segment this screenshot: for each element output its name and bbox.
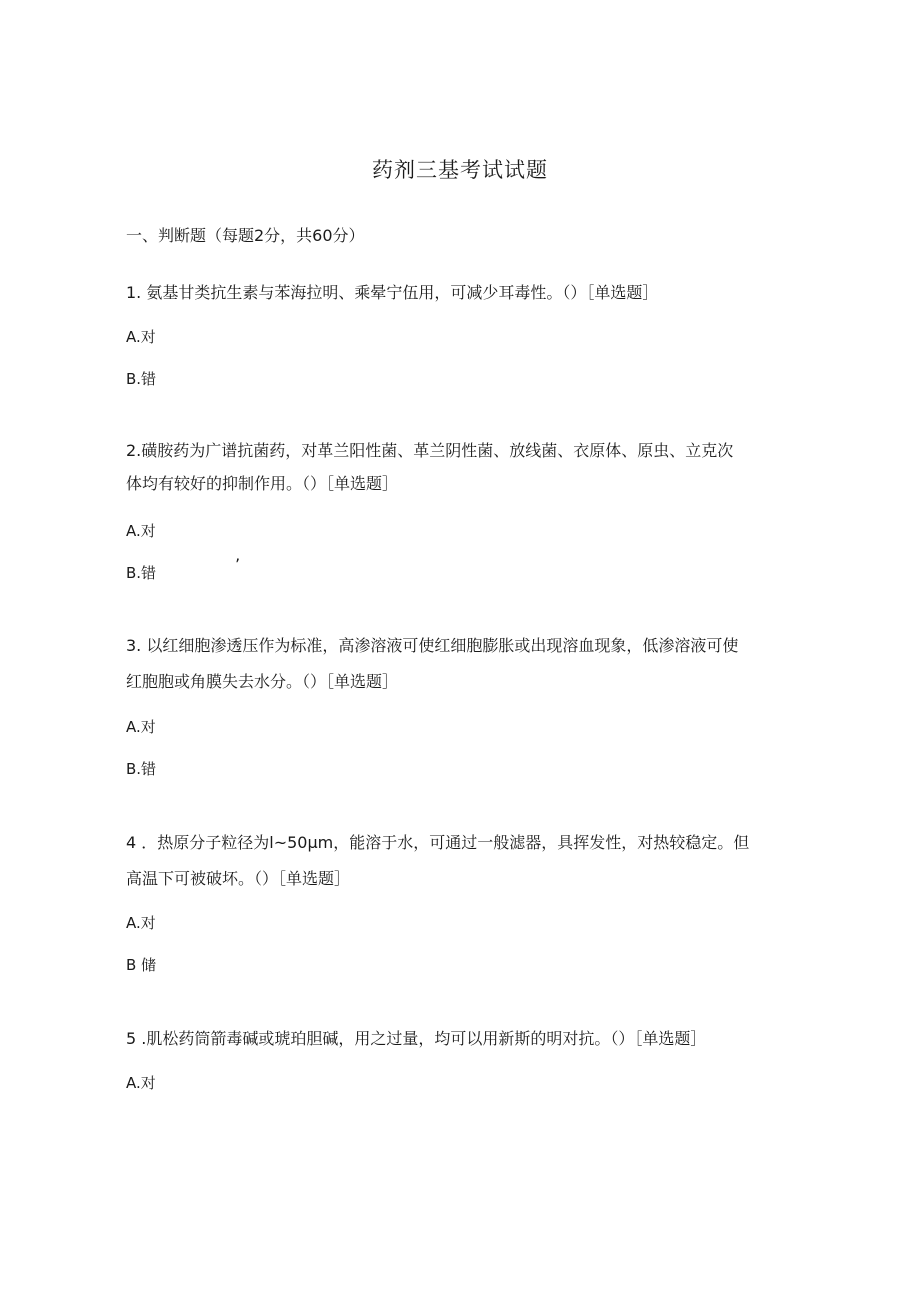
question-5-text: 5 .肌松药筒箭毒碱或琥珀胆碱，用之过量，均可以用新斯的明对抗。（）［单选题］ (126, 1029, 707, 1048)
question-4-text-line-1: 4 ．热原分子粒径为l~50μm，能溶于水，可通过一般滤器，具挥发性，对热较稳定。但 (126, 833, 750, 852)
page-title: 药剂三基考试试题 (372, 158, 548, 182)
question-1-option-a[interactable]: A.对 (126, 328, 156, 346)
question-5-option-a[interactable]: A.对 (126, 1074, 156, 1092)
question-2-text-line-2: 体均有较好的抑制作用。（）［单选题］ (126, 474, 399, 493)
question-2-option-b[interactable]: B.错 (126, 564, 157, 582)
question-3-text-line-2: 红胞胞或角膜失去水分。（）［单选题］ (126, 672, 399, 691)
question-3-text-line-1: 3. 以红细胞渗透压作为标准，高渗溶液可使红细胞膨胀或出现溶血现象，低渗溶液可使 (126, 636, 739, 655)
question-3-option-a[interactable]: A.对 (126, 718, 156, 736)
question-3-option-b[interactable]: B.错 (126, 760, 157, 778)
stray-mark: ’ (235, 555, 241, 574)
section-heading: 一、判断题（每题2分，共60分） (126, 226, 365, 245)
question-4-option-a[interactable]: A.对 (126, 914, 156, 932)
question-4-option-b[interactable]: B 储 (126, 956, 157, 974)
question-2-option-a[interactable]: A.对 (126, 522, 156, 540)
question-1-text: 1. 氨基甘类抗生素与苯海拉明、乘晕宁伍用，可减少耳毒性。（）［单选题］ (126, 283, 659, 302)
question-4-text-line-2: 高温下可被破坏。（）［单选题］ (126, 869, 351, 888)
question-1-option-b[interactable]: B.错 (126, 370, 157, 388)
question-2-text-line-1: 2.磺胺药为广谱抗菌药，对革兰阳性菌、革兰阴性菌、放线菌、衣原体、原虫、立克次 (126, 441, 734, 460)
